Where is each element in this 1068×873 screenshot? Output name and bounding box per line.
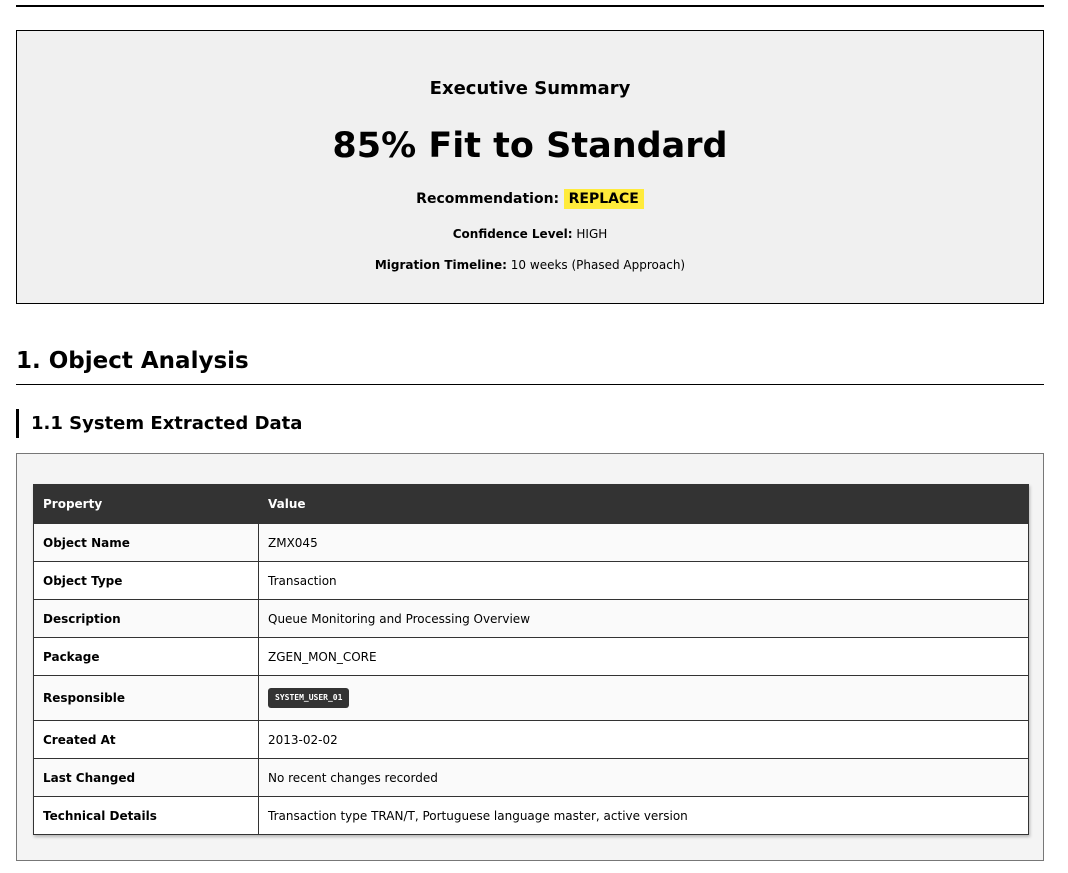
column-header-property: Property (34, 485, 259, 524)
responsible-user-badge: SYSTEM_USER_01 (268, 688, 349, 708)
extracted-data-panel (16, 453, 1044, 861)
fit-score: 85% Fit to Standard (332, 126, 728, 166)
top-divider (16, 5, 1044, 7)
value-cell: Transaction (259, 562, 1029, 600)
confidence-level (17, 226, 1043, 242)
confidence-label: Confidence Level: (452, 227, 573, 241)
summary-title: Executive Summary (429, 78, 631, 99)
subsection-accent-bar (16, 409, 19, 438)
column-header-value: Value (259, 485, 1029, 524)
table-row (34, 759, 1029, 797)
subsection-heading-extracted-data: 1.1 System Extracted Data (31, 413, 303, 434)
table-row (34, 600, 1029, 638)
executive-summary-box (16, 30, 1044, 304)
table-row (34, 562, 1029, 600)
section-heading-object-analysis: 1. Object Analysis (16, 348, 249, 374)
value-cell (259, 676, 1029, 721)
property-cell: Last Changed (34, 759, 259, 797)
recommendation-badge: REPLACE (564, 189, 644, 209)
properties-table (33, 484, 1029, 835)
property-cell: Package (34, 638, 259, 676)
table-row (34, 721, 1029, 759)
value-cell: 2013-02-02 (259, 721, 1029, 759)
value-cell: ZGEN_MON_CORE (259, 638, 1029, 676)
property-cell: Technical Details (34, 797, 259, 835)
table-row (34, 797, 1029, 835)
timeline-value: 10 weeks (Phased Approach) (506, 258, 686, 272)
confidence-value: HIGH (572, 227, 608, 241)
recommendation-label: Recommendation: (416, 191, 560, 207)
property-cell: Object Name (34, 524, 259, 562)
section-divider (16, 384, 1044, 385)
timeline-label: Migration Timeline: (374, 258, 507, 272)
value-cell: Transaction type TRAN/T, Portuguese language master, active version (259, 797, 1029, 835)
property-cell: Created At (34, 721, 259, 759)
property-cell: Object Type (34, 562, 259, 600)
table-row (34, 676, 1029, 721)
migration-timeline (17, 257, 1043, 273)
value-cell: No recent changes recorded (259, 759, 1029, 797)
recommendation (17, 188, 1043, 210)
table-row (34, 524, 1029, 562)
value-cell: Queue Monitoring and Processing Overview (259, 600, 1029, 638)
table-header-row (34, 485, 1029, 524)
property-cell: Description (34, 600, 259, 638)
table-row (34, 638, 1029, 676)
property-cell: Responsible (34, 676, 259, 721)
value-cell: ZMX045 (259, 524, 1029, 562)
